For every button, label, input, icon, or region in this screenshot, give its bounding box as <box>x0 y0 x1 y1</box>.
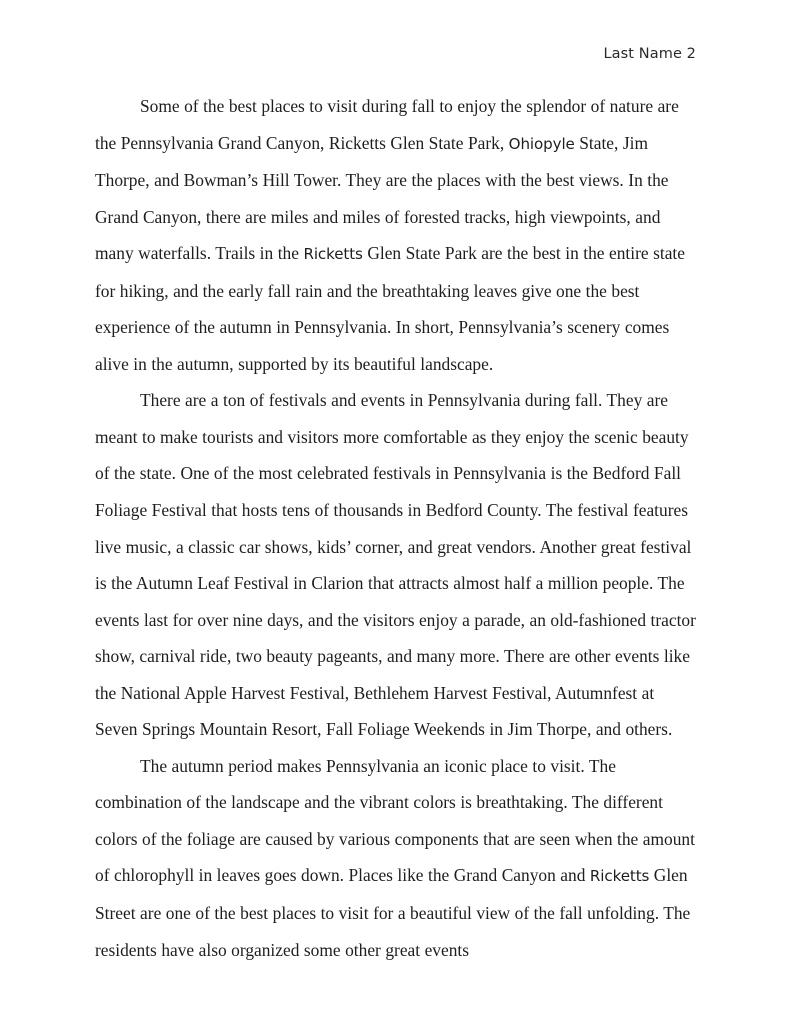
paragraph-2 <box>95 382 697 747</box>
substituted-font-word: Ricketts <box>589 867 650 886</box>
paragraph-text-run: There are a ton of festivals and events in Pennsylvania during fall. They are meant to make tourists and visitors more comfortable as they enjoy the scenic beauty of the state. One of the most celebrated festivals in Pennsylvania is the Bedford Fall Foliage Festival that hosts tens of thousands in Bedford County. The festival features live music, a classic car shows, kids’ corner, and great vendors. Another great festival is the Autumn Leaf Festival in Clarion that attracts almost half a million people. The events last for over nine days, and the visitors enjoy a parade, an old-fashioned tractor show, carnival ride, two beauty pageants, and many more. There are other events like the National Apple Harvest Festival, Bethlehem Harvest Festival, Autumnfest at Seven Springs Mountain Resort, Fall Foliage Weekends in Jim Thorpe, and others. <box>95 390 696 740</box>
page-header-last-name-and-number: Last Name 2 <box>603 46 696 62</box>
paragraph-3 <box>95 748 697 968</box>
paragraph-text-run: The autumn period makes Pennsylvania an iconic place to visit. The combination of the landscape and the vibrant colors is breathtaking. The different colors of the foliage are caused by various components that are seen when the amount of chlorophyll in leaves goes down. Places like the Grand Canyon and <box>95 755 695 886</box>
paragraph-1 <box>95 88 697 382</box>
paragraph-text-run: Glen State Park are the best in the entire state for hiking, and the early fall rain and the breathtaking leaves give one the best experience of the autumn in Pennsylvania. In short, Pennsylvania’s scenery comes alive in the autumn, supported by its beautiful landscape. <box>95 243 685 374</box>
paragraph-text-run: State, Jim Thorpe, and Bowman’s Hill Tower. They are the places with the best views. In the Grand Canyon, there are miles and miles of forested tracks, high viewpoints, and many waterfalls. Trails in the <box>95 132 669 264</box>
paragraph-text-run: Glen Street are one of the best places to visit for a beautiful view of the fall unfolding. The residents have also organized some other great events <box>95 865 691 960</box>
substituted-font-word: Ohiopyle <box>508 134 575 153</box>
document-body <box>95 88 697 968</box>
substituted-font-word: Ricketts <box>303 245 363 264</box>
paragraph-text-run: Some of the best places to visit during fall to enjoy the splendor of nature are the Pennsylvania Grand Canyon, Ricketts Glen State Park, <box>95 96 679 153</box>
